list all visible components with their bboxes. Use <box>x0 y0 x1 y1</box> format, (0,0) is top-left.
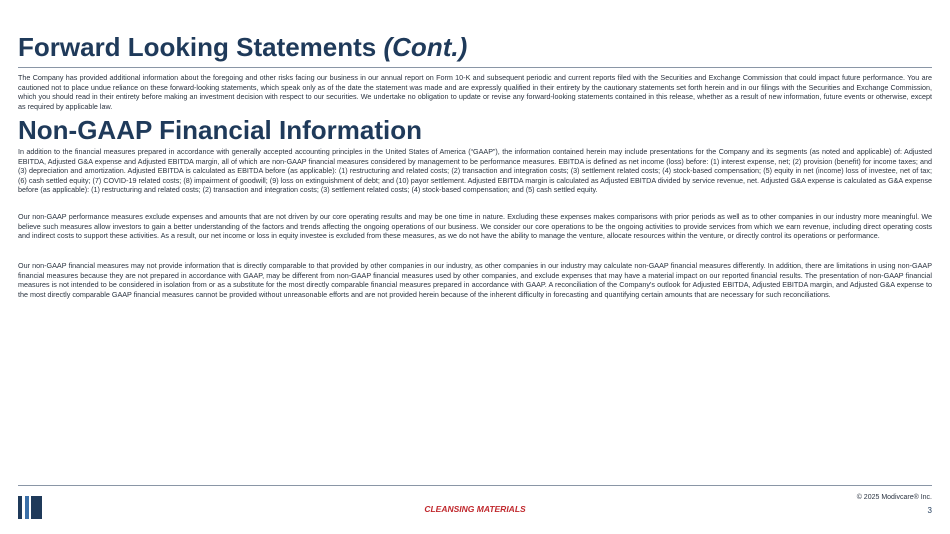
non-gaap-paragraph-2: Our non-GAAP performance measures exclude expenses and amounts that are not driven by our core operating results and may be one time in nature. Excluding these expenses makes comparisons with prior periods as well as to other companies in our industry more meaningful. We believe such measures allow investors to gain a better understanding of the factors and trends affecting the ongoing operations of our business. We consider our core operations to be the ongoing activities to provide services from which we earn revenue, including direct operating costs and indirect costs to support these activities. As a result, our net income or loss in equity investee is excluded from these measures, as we do not have the ability to manage the venture, allocate resources within the venture, or directly control its operations or performance. <box>18 212 932 241</box>
page-number: 3 <box>927 506 932 515</box>
page-title <box>18 30 467 64</box>
non-gaap-paragraph-1: In addition to the financial measures prepared in accordance with generally accepted accounting principles in the United States of America (“GAAP”), the information contained herein may include presentations for the Company and its segments (as noted and applicable) of: Adjusted EBITDA, Adjusted G&A expense and Adjusted EBITDA margin, all of which are non-GAAP financial measures considered by management to be performance measures. EBITDA is defined as net income (loss) before: (1) interest expense, net; (2) provision (benefit) for income taxes; and (3) depreciation and amortization. Adjusted EBITDA is calculated as EBITDA before (as applicable): (1) restructuring and related costs; (2) transaction and integration costs; (3) settlement related costs; (4) stock-based compensation; (5) equity in net (income) loss of investee, net of tax; (6) cash settled equity; (7) COVID-19 related costs; (8) impairment of goodwill; (9) loss on extinguishment of debt; and (10) payor settlement. Adjusted EBITDA margin is calculated as Adjusted EBITDA divided by service revenue, net. Adjusted G&A expense is calculated as G&A expense before (as applicable): (1) restructuring and related costs; (2) transaction and integration costs; (3) settlement related costs; (4) stock-based compensation; and (5) cash settled equity. <box>18 147 932 195</box>
copyright-notice: © 2025 Modivcare® Inc. <box>856 494 932 501</box>
non-gaap-paragraph-3: Our non-GAAP financial measures may not provide information that is directly comparable to that provided by other companies in our industry, as other companies in our industry may calculate non-GAAP financial measures differently. In addition, there are limitations in using non-GAAP financial measures because they are not prepared in accordance with GAAP, may be different from non-GAAP financial measures used by other companies, and exclude expenses that may have a material impact on our reported financial results. The presentation of non-GAAP financial measures is not intended to be considered in isolation from or as a substitute for the most directly comparable financial measures prepared in accordance with GAAP. A reconciliation of the Company's outlook for Adjusted EBITDA, Adjusted EBITDA margin, and Adjusted G&A expense to the most directly comparable GAAP financial measures cannot be provided without unreasonable efforts and are not provided herein because of the inherent difficulty in forecasting and quantifying certain amounts that are necessary for such reconciliations. <box>18 261 932 299</box>
footer-divider <box>18 485 932 486</box>
non-gaap-title: Non-GAAP Financial Information <box>18 115 422 145</box>
page-title-main: Forward Looking Statements <box>18 32 377 62</box>
title-divider <box>18 67 932 68</box>
cleansing-materials-label: CLEANSING MATERIALS <box>424 504 526 514</box>
page-title-cont: (Cont.) <box>383 32 468 62</box>
forward-looking-paragraph: The Company has provided additional information about the foregoing and other risks facing our business in our annual report on Form 10-K and subsequent periodic and current reports filed with the Securities and Exchange Commission that could impact future performance. You are cautioned not to place undue reliance on these forward-looking statements, which speak only as of the date the statement was made and are expressly qualified in their entirety by the cautionary statements set forth herein and in our filings with the Securities and Exchange Commission, which you should read in their entirety before making an investment decision with respect to our securities. We undertake no obligation to update or revise any forward-looking statements contained in this release, whether as a result of new information, future events or otherwise, except as required by applicable law. <box>18 73 932 111</box>
